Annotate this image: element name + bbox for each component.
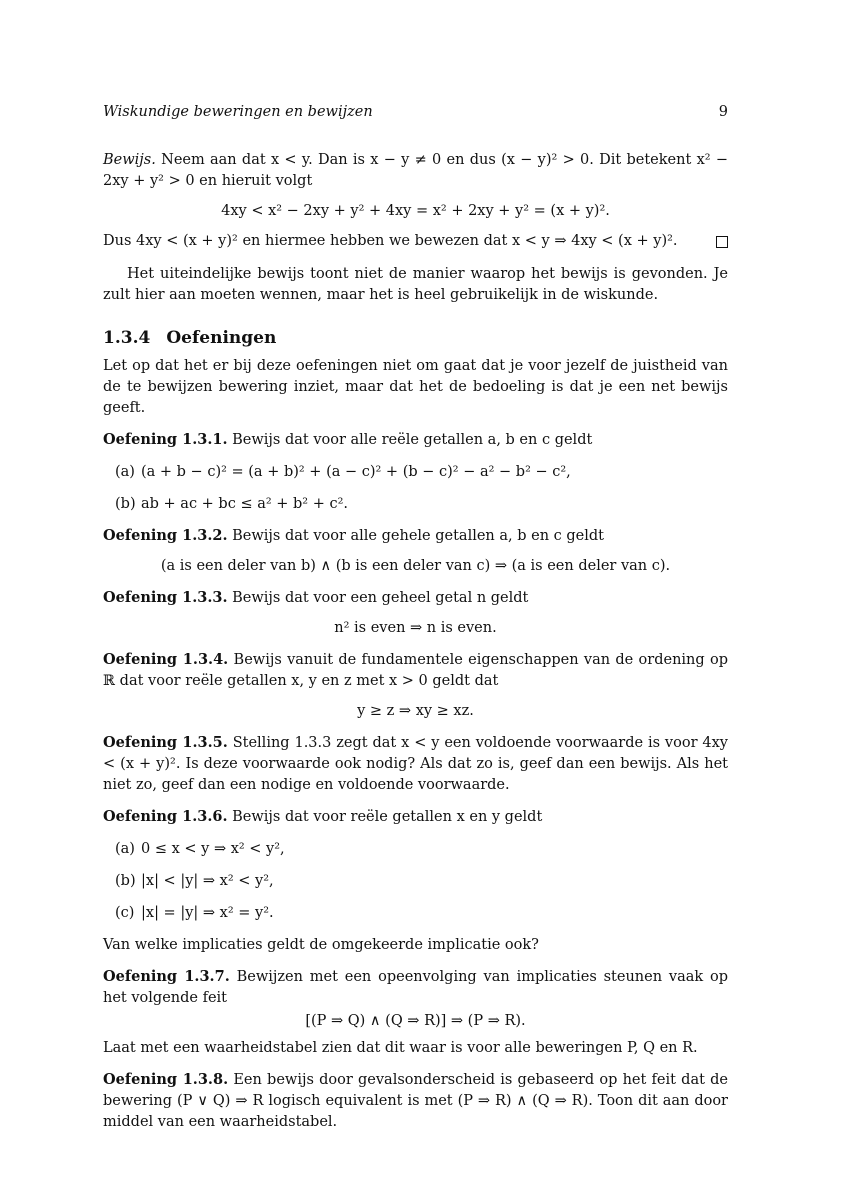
list-item xyxy=(115,839,728,860)
exercise-label: Oefening 1.3.7. xyxy=(103,968,230,985)
exercise-1-3-5 xyxy=(103,732,728,796)
header-title: Wiskundige beweringen en bewijzen xyxy=(103,104,373,120)
exercise-label: Oefening 1.3.1. xyxy=(103,431,228,448)
item-formula: 0 ≤ x < y ⇒ x² < y², xyxy=(141,841,285,857)
exercise-text: Een bewijs door gevalsonderscheid is gebaseerd op het feit dat de bewering (P ∨ Q) ⇒ R logisch equivalent is met (P ⇒ R) ∧ (Q ⇒ R). Toon dit aan door middel van een waarheidstabel. xyxy=(103,1072,729,1130)
exercise-text: Bewijs dat voor een geheel getal n geldt xyxy=(232,590,529,606)
proof-text: Neem aan dat x < y. Dan is x − y ≠ 0 en dus (x − y)² > 0. Dit betekent x² − 2xy + y² > 0 en hieruit volgt xyxy=(103,152,728,189)
item-formula: |x| < |y| ⇒ x² < y², xyxy=(141,873,274,889)
exercise-text: Bewijs dat voor reële getallen x en y geldt xyxy=(232,809,543,825)
exercise-text: Stelling 1.3.3 zegt dat x < y een voldoende voorwaarde is voor 4xy < (x + y)². Is deze voorwaarde ook nodig? Als dat zo is, geef dan een bewijs. Als het niet zo, geef dan een nodige en voldoende voorwaarde. xyxy=(103,735,728,793)
exercise-1-3-8 xyxy=(103,1069,728,1133)
exercise-label: Oefening 1.3.8. xyxy=(103,1071,229,1088)
section-number: 1.3.4 xyxy=(103,328,151,348)
exercise-question: Van welke implicaties geldt de omgekeerde implicatie ook? xyxy=(103,937,539,953)
proof-display: 4xy < x² − 2xy + y² + 4xy = x² + 2xy + y² = (x + y)². xyxy=(221,203,610,219)
section-heading xyxy=(103,328,728,348)
proof-lead: Bewijs. xyxy=(103,152,156,168)
item-label: (b) xyxy=(115,496,136,512)
list-item xyxy=(115,871,728,892)
exercise-text: Bewijzen met een opeenvolging van implicaties steunen vaak op het volgende feit xyxy=(103,969,728,1006)
item-label: (a) xyxy=(115,841,135,857)
exercise-display: (a is een deler van b) ∧ (b is een deler van c) ⇒ (a is een deler van c). xyxy=(160,558,671,574)
exercise-1-3-1 xyxy=(103,429,728,451)
proof-conclusion: Dus 4xy < (x + y)² en hiermee hebben we bewezen dat x < y ⇒ 4xy < (x + y)². xyxy=(103,233,678,249)
list-item xyxy=(115,494,728,515)
page-body xyxy=(103,104,728,1133)
proof-conclusion-line xyxy=(103,231,728,252)
item-label: (c) xyxy=(115,905,135,921)
exercise-followup: Laat met een waarheidstabel zien dat dit waar is voor alle beweringen P, Q en R. xyxy=(103,1040,698,1056)
item-formula: (a + b − c)² = (a + b)² + (a − c)² + (b − c)² − a² − b² − c², xyxy=(141,464,571,480)
exercise-label: Oefening 1.3.5. xyxy=(103,734,228,751)
exercise-text: Bewijs dat voor alle reële getallen a, b en c geldt xyxy=(232,432,593,448)
exercise-label: Oefening 1.3.6. xyxy=(103,808,228,825)
exercise-1-3-3 xyxy=(103,587,728,609)
page-number: 9 xyxy=(718,104,728,120)
exercise-label: Oefening 1.3.3. xyxy=(103,589,228,606)
item-formula: |x| = |y| ⇒ x² = y². xyxy=(141,905,274,921)
exercise-label: Oefening 1.3.2. xyxy=(103,527,228,544)
exercise-label: Oefening 1.3.4. xyxy=(103,651,229,668)
exercise-text: Bewijs dat voor alle gehele getallen a, b en c geldt xyxy=(232,528,604,544)
exercise-1-3-7 xyxy=(103,966,728,1009)
item-label: (a) xyxy=(115,464,135,480)
proof-paragraph xyxy=(103,150,728,192)
exercise-1-3-4 xyxy=(103,649,728,692)
exercise-display: y ≥ z ⇒ xy ≥ xz. xyxy=(357,703,474,719)
item-formula: ab + ac + bc ≤ a² + b² + c². xyxy=(141,496,349,512)
proof-remark: Het uiteindelijke bewijs toont niet de manier waarop het bewijs is gevonden. Je zult hier aan moeten wennen, maar het is heel gebruikelijk in de wiskunde. xyxy=(103,266,728,303)
item-label: (b) xyxy=(115,873,136,889)
qed-box-icon xyxy=(716,236,728,248)
section-intro: Let op dat het er bij deze oefeningen niet om gaat dat je voor jezelf de juistheid van de te bewijzen bewering inziet, maar dat het de bedoeling is dat je een net bewijs geeft. xyxy=(103,358,728,416)
exercise-text: Bewijs vanuit de fundamentele eigenschappen van de ordening op ℝ dat voor reële getallen x, y en z met x > 0 geldt dat xyxy=(103,652,729,689)
exercise-1-3-6 xyxy=(103,806,728,828)
running-header xyxy=(103,104,728,120)
exercise-display: n² is even ⇒ n is even. xyxy=(334,620,497,636)
list-item xyxy=(115,462,728,483)
section-title: Oefeningen xyxy=(166,328,277,348)
exercise-display: [(P ⇒ Q) ∧ (Q ⇒ R)] ⇒ (P ⇒ R). xyxy=(305,1013,526,1029)
list-item xyxy=(115,903,728,924)
exercise-1-3-2 xyxy=(103,525,728,547)
